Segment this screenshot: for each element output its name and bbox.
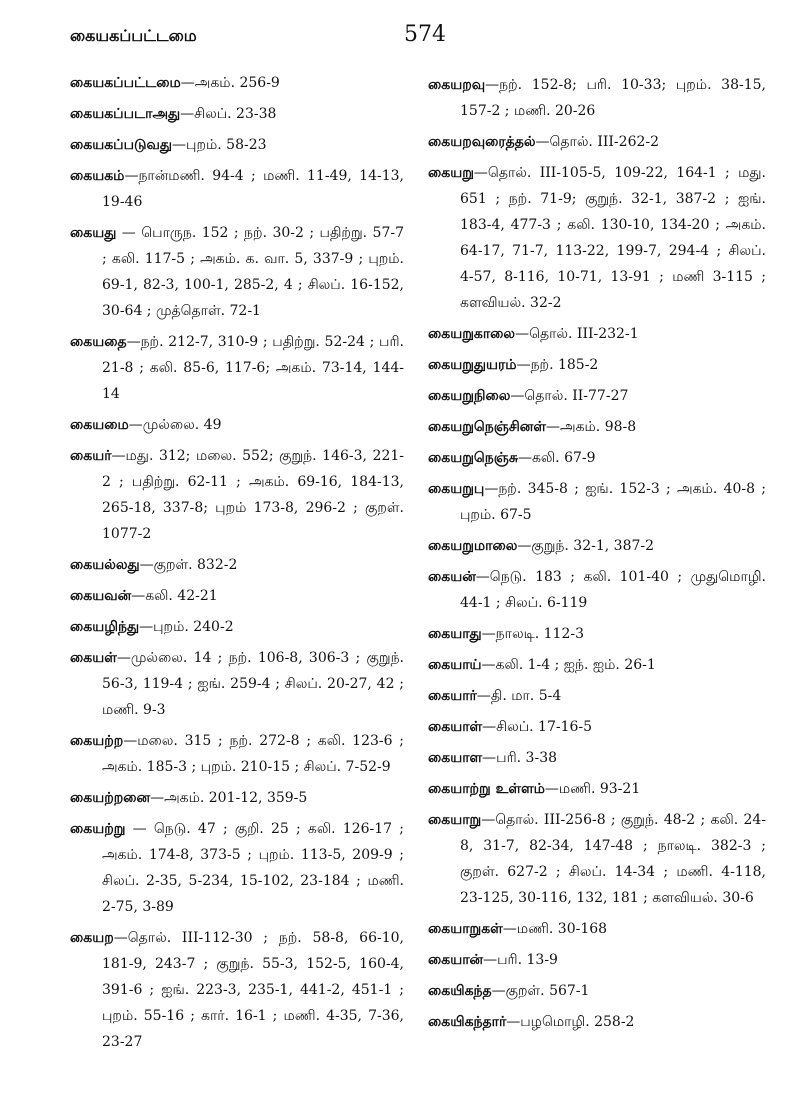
entry-headword: கையிகந்த <box>428 983 492 999</box>
entry-references: —சிலப். 23-38 <box>180 106 277 122</box>
entry-references: —தொல். III-105-5, 109-22, 164-1 ; மது. 651 ; நற். 71-9; குறுந். 32-1, 387-2 ; ஐங். 183-4, 477-3 ; கலி. 130-10, 134-20 ; அகம். 64-17, 71-7, 113-22, 199-7, 294-4 ; சிலப். 4-57, 8-116, 10-71, 13-91 ; மணி 3-115 ; களவியல். 32-2 <box>460 165 766 311</box>
index-entry <box>428 1009 766 1035</box>
index-entry <box>428 776 766 802</box>
index-entry <box>428 807 766 911</box>
entry-headword: கையற்றனை <box>70 790 151 806</box>
entry-headword: கையறுநெஞ்சு <box>428 450 518 466</box>
index-entry <box>428 533 766 559</box>
index-entry <box>70 70 404 96</box>
index-entry <box>70 412 404 438</box>
entry-headword: கையற்று <box>70 821 126 837</box>
entry-headword: கையறுபு <box>428 481 485 497</box>
entry-headword: கையறுநெஞ்சினள் <box>428 419 547 435</box>
entry-references: —நெடு. 183 ; கலி. 101-40 ; முதுமொழி. 44-1 ; சிலப். 6-119 <box>460 569 766 611</box>
index-entry <box>70 163 404 215</box>
index-entry <box>70 816 404 920</box>
entry-references: —நற். 212-7, 310-9 ; பதிற்று. 52-24 ; பரி. 21-8 ; கலி. 85-6, 117-6; அகம். 73-14, 144-14 <box>102 334 404 402</box>
entry-headword: கையவன் <box>70 588 132 604</box>
entry-headword: கையது <box>70 225 117 241</box>
entry-headword: கையான் <box>428 952 484 968</box>
index-entry <box>428 714 766 740</box>
entry-headword: கையறுநிலை <box>428 388 511 404</box>
index-entry <box>428 652 766 678</box>
index-entry <box>428 745 766 771</box>
entry-headword: கையதை <box>70 334 127 350</box>
entry-references: — நெடு. 47 ; குறி. 25 ; கலி. 126-17 ; அகம். 174-8, 373-5 ; புறம். 113-5, 209-9 ; சிலப். 2-35, 5-234, 15-102, 23-184 ; மணி. 2-75, 3-89 <box>102 821 404 915</box>
entry-headword: கையர் <box>70 448 112 464</box>
left-column <box>70 70 404 1060</box>
entry-references: —மணி. 30-168 <box>502 921 608 937</box>
index-entry <box>70 925 404 1055</box>
entry-headword: கையாது <box>428 626 482 642</box>
entry-headword: கையற்ற <box>70 733 124 749</box>
index-entry <box>428 564 766 616</box>
index-entry <box>428 947 766 973</box>
entry-headword: கையகப்படுவது <box>70 137 173 153</box>
entry-references: —முல்லை. 14 ; நற். 106-8, 306-3 ; குறுந். 56-3, 119-4 ; ஐங். 259-4 ; சிலப். 20-27, 42 ; மணி. 9-3 <box>102 650 404 718</box>
index-entry <box>70 785 404 811</box>
index-entry <box>428 72 766 124</box>
index-entry <box>70 101 404 127</box>
entry-references: —கலி. 67-9 <box>517 450 596 466</box>
index-entry <box>70 443 404 547</box>
entry-references: —அகம். 98-8 <box>546 419 637 435</box>
entry-references: —சிலப். 17-16-5 <box>482 719 593 735</box>
page-number: 574 <box>404 22 446 47</box>
running-head: கையகப்பட்டமை <box>70 26 197 45</box>
entry-headword: கையகப்படாஅது <box>70 106 181 122</box>
index-entry <box>428 129 766 155</box>
entry-headword: கையன் <box>428 569 476 585</box>
entry-references: —கலி. 42-21 <box>131 588 218 604</box>
entry-references: —பரி. 3-38 <box>482 750 558 766</box>
entry-headword: கையறுமாலை <box>428 538 518 554</box>
entry-references: —கலி. 1-4 ; ஐந். ஐம். 26-1 <box>481 657 656 673</box>
entry-references: —மலை. 315 ; நற். 272-8 ; கலி. 123-6 ; அகம். 185-3 ; புறம். 210-15 ; சிலப். 7-52-9 <box>102 733 404 775</box>
index-entry <box>428 321 766 347</box>
entry-headword: கையழிந்து <box>70 619 140 635</box>
entry-references: —தி. மா. 5-4 <box>476 688 562 704</box>
index-entry <box>70 329 404 407</box>
entry-headword: கையிகந்தார் <box>428 1014 507 1030</box>
entry-references: —புறம். 58-23 <box>172 137 267 153</box>
index-entry <box>70 645 404 723</box>
entry-references: —புறம். 240-2 <box>139 619 234 635</box>
entry-references: —நற். 185-2 <box>516 357 599 373</box>
index-entry <box>70 614 404 640</box>
entry-references: —நாலடி. 112-3 <box>481 626 584 642</box>
index-entry <box>70 728 404 780</box>
entry-references: —நற். 152-8; பரி. 10-33; புறம். 38-15, 157-2 ; மணி. 20-26 <box>460 77 766 119</box>
entry-headword: கையமை <box>70 417 129 433</box>
entry-references: —மது. 312; மலை. 552; குறுந். 146-3, 221-2 ; பதிற்று. 62-11 ; அகம். 69-16, 184-13, 265-18, 337-8; புறம் 173-8, 296-2 ; குறள். 1077-2 <box>102 448 404 542</box>
entry-headword: கையறவு <box>428 77 486 93</box>
entry-headword: கையாறுகள் <box>428 921 503 937</box>
entry-references: —அகம். 256-9 <box>180 75 280 91</box>
entry-headword: கையறுகாலை <box>428 326 516 342</box>
index-entry <box>428 160 766 316</box>
entry-references: —தொல். II-77-27 <box>510 388 629 404</box>
entry-headword: கையறவுரைத்தல் <box>428 134 536 150</box>
index-entry <box>428 621 766 647</box>
entry-headword: கையறு <box>428 165 474 181</box>
entry-headword: கையள் <box>70 650 117 666</box>
index-entry <box>428 916 766 942</box>
entry-references: —தொல். III-112-30 ; நற். 58-8, 66-10, 181-9, 243-7 ; குறுந். 55-3, 152-5, 160-4, 391-6 ; ஐங். 223-3, 235-1, 441-2, 451-1 ; புறம். 55-16 ; கார். 16-1 ; மணி. 4-35, 7-36, 23-27 <box>102 930 404 1050</box>
entry-references: —நான்மணி. 94-4 ; மணி. 11-49, 14-13, 19-46 <box>102 168 404 210</box>
entry-references: —குறள். 567-1 <box>491 983 590 999</box>
entry-headword: கையாய் <box>428 657 482 673</box>
entry-headword: கையறுதுயரம் <box>428 357 517 373</box>
entry-references: —அகம். 201-12, 359-5 <box>150 790 308 806</box>
entry-references: — பொருந. 152 ; நற். 30-2 ; பதிற்று. 57-7 ; கலி. 117-5 ; அகம். க. வா. 5, 337-9 ; புறம். 69-1, 82-3, 100-1, 285-2, 4 ; சிலப். 16-152, 30-64 ; முத்தொள். 72-1 <box>102 225 404 319</box>
entry-references: —முல்லை. 49 <box>128 417 222 433</box>
index-entry <box>428 476 766 528</box>
entry-headword: கையாள <box>428 750 483 766</box>
entry-headword: கையார் <box>428 688 477 704</box>
index-entry <box>428 978 766 1004</box>
entry-references: —குறுந். 32-1, 387-2 <box>517 538 655 554</box>
entry-references: —தொல். III-232-1 <box>515 326 639 342</box>
entry-references: —நற். 345-8 ; ஐங். 152-3 ; அகம். 40-8 ; புறம். 67-5 <box>460 481 766 523</box>
entry-references: —பழமொழி. 258-2 <box>506 1014 635 1030</box>
right-column <box>428 72 766 1040</box>
entry-headword: கையகப்பட்டமை <box>70 75 181 91</box>
index-entry <box>428 383 766 409</box>
index-entry <box>70 552 404 578</box>
index-entry <box>428 683 766 709</box>
entry-headword: கையற <box>70 930 114 946</box>
entry-references: —மணி. 93-21 <box>544 781 641 797</box>
index-entry <box>70 132 404 158</box>
entry-references: —தொல். III-262-2 <box>535 134 660 150</box>
entry-headword: கையாறு <box>428 812 482 828</box>
entry-references: —பரி. 13-9 <box>483 952 558 968</box>
entry-headword: கையாற்று உள்ளம் <box>428 781 545 797</box>
index-entry <box>428 352 766 378</box>
index-entry <box>70 583 404 609</box>
index-entry <box>428 445 766 471</box>
index-entry <box>70 220 404 324</box>
entry-headword: கையகம் <box>70 168 125 184</box>
entry-references: —தொல். III-256-8 ; குறுந். 48-2 ; கலி. 24-8, 31-7, 82-34, 147-48 ; நாலடி. 382-3 ; குறள். 627-2 ; சிலப். 14-34 ; மணி. 4-118, 23-125, 30-116, 132, 181 ; களவியல். 30-6 <box>460 812 766 906</box>
entry-references: —குறள். 832-2 <box>139 557 238 573</box>
index-entry <box>428 414 766 440</box>
entry-headword: கையல்லது <box>70 557 140 573</box>
entry-headword: கையாள் <box>428 719 483 735</box>
